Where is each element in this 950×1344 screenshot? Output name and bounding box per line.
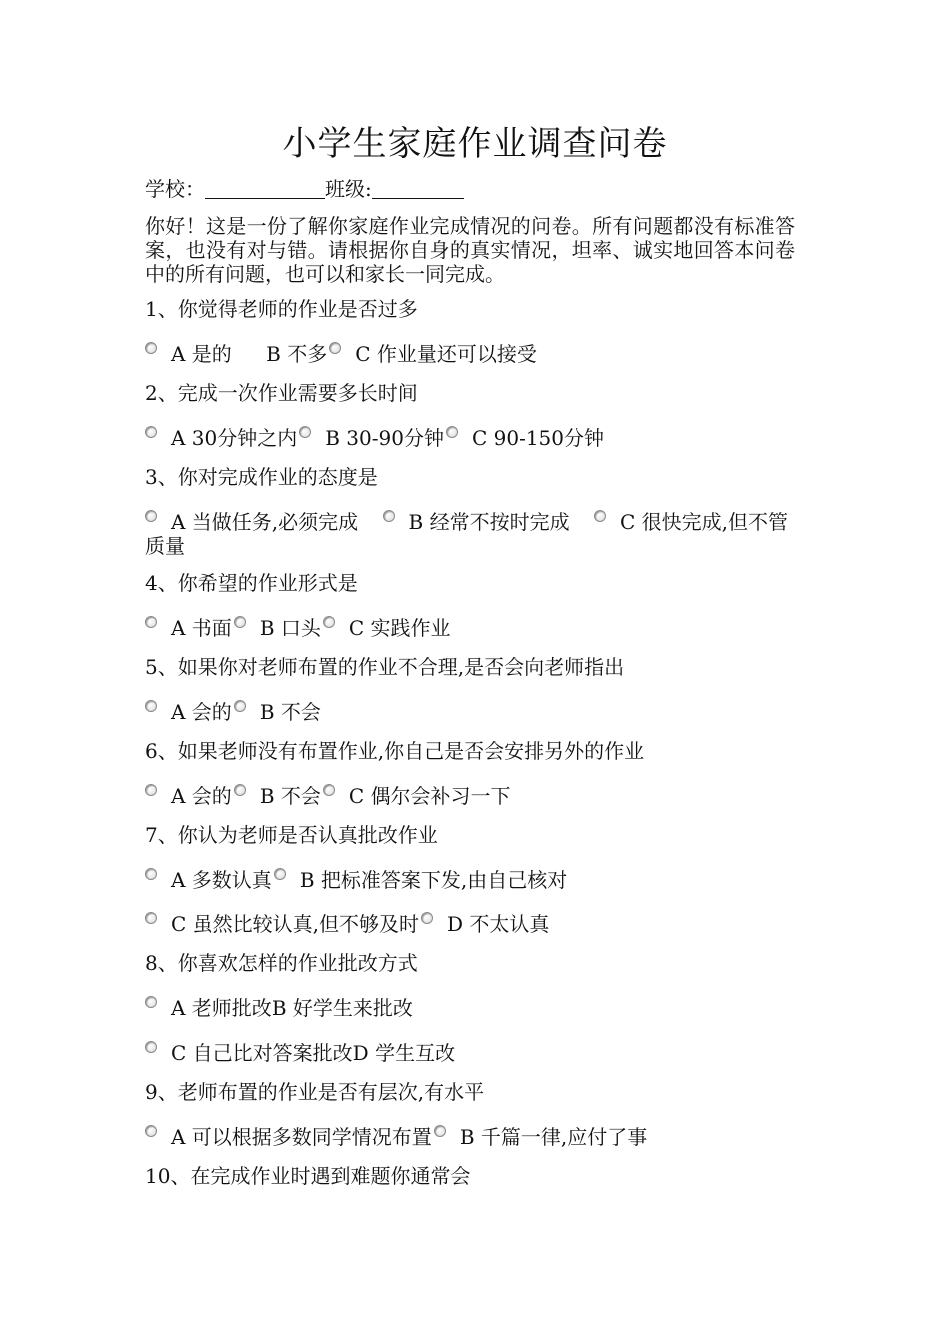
option-q1-b: B 不多: [266, 342, 328, 366]
radio-q5-a[interactable]: [145, 700, 157, 712]
option-q3-a: A 当做任务,必须完成: [171, 510, 359, 534]
radio-q6-b[interactable]: [234, 784, 246, 796]
option-q6-a: A 会的: [171, 784, 232, 808]
question-5: 5、如果你对老师布置的作业不合理,是否会向老师指出: [145, 655, 625, 679]
option-q4-a: A 书面: [171, 616, 232, 640]
radio-q7-a[interactable]: [145, 868, 157, 880]
option-q6-b: B 不会: [259, 784, 321, 808]
school-class-line: [145, 177, 464, 201]
radio-q3-a[interactable]: [145, 510, 157, 522]
option-q1-c: C 作业量还可以接受: [355, 342, 537, 366]
option-q2-c: C 90-150分钟: [471, 426, 605, 450]
option-q5-b: B 不会: [259, 700, 321, 724]
option-q8-a: A 老师批改: [171, 996, 272, 1020]
question-1: 1、你觉得老师的作业是否过多: [145, 297, 418, 321]
options-q6: [145, 784, 511, 808]
options-q8-row1: [145, 996, 413, 1020]
option-q6-c: C 偶尔会补习一下: [348, 784, 511, 808]
options-q2: [145, 426, 604, 450]
option-q1-a: A 是的: [171, 342, 232, 366]
radio-q2-a[interactable]: [145, 426, 157, 438]
question-6: 6、如果老师没有布置作业,你自己是否会安排另外的作业: [145, 739, 645, 763]
options-q3: [145, 510, 800, 558]
radio-q8-a[interactable]: [145, 996, 157, 1008]
radio-q1-a[interactable]: [145, 342, 157, 354]
option-q7-c: C 虽然比较认真,但不够及时: [171, 912, 420, 936]
options-q1: [145, 342, 537, 366]
question-4: 4、你希望的作业形式是: [145, 571, 358, 595]
option-q3-c: C 很快完成,但不管质量: [145, 510, 788, 558]
option-q9-a: A 可以根据多数同学情况布置: [171, 1125, 432, 1149]
question-2: 2、完成一次作业需要多长时间: [145, 381, 418, 405]
option-q4-c: C 实践作业: [348, 616, 451, 640]
radio-q2-b[interactable]: [299, 426, 311, 438]
option-q7-a: A 多数认真: [171, 868, 272, 892]
radio-q7-d[interactable]: [421, 912, 433, 924]
radio-q9-a[interactable]: [145, 1125, 157, 1137]
radio-q6-a[interactable]: [145, 784, 157, 796]
option-q3-b: B 经常不按时完成: [408, 510, 570, 534]
options-q8-row2: [145, 1041, 455, 1065]
options-q9: [145, 1125, 647, 1149]
school-blank[interactable]: [205, 178, 325, 199]
radio-q8-c[interactable]: [145, 1041, 157, 1053]
radio-q7-c[interactable]: [145, 912, 157, 924]
radio-q4-c[interactable]: [323, 616, 335, 628]
option-q2-a: A 30分钟之内: [171, 426, 298, 450]
question-9: 9、老师布置的作业是否有层次,有水平: [145, 1080, 485, 1104]
radio-q1-c[interactable]: [329, 342, 341, 354]
radio-q4-a[interactable]: [145, 616, 157, 628]
option-q8-c: C 自己比对答案批改: [171, 1041, 353, 1065]
school-label: 学校：: [145, 177, 205, 201]
question-8: 8、你喜欢怎样的作业批改方式: [145, 951, 418, 975]
options-q7-row2: [145, 912, 549, 936]
question-3: 3、你对完成作业的态度是: [145, 465, 378, 489]
option-q5-a: A 会的: [171, 700, 232, 724]
radio-q9-b[interactable]: [434, 1125, 446, 1137]
radio-q4-b[interactable]: [234, 616, 246, 628]
radio-q7-b[interactable]: [274, 868, 286, 880]
radio-q2-c[interactable]: [446, 426, 458, 438]
page-title: 小学生家庭作业调查问卷: [282, 124, 668, 164]
option-q9-b: B 千篇一律,应付了事: [459, 1125, 648, 1149]
option-q4-b: B 口头: [259, 616, 321, 640]
class-label: 班级:: [325, 177, 372, 201]
radio-q6-c[interactable]: [323, 784, 335, 796]
options-q7-row1: [145, 868, 567, 892]
intro-paragraph: 你好！这是一份了解你家庭作业完成情况的问卷。所有问题都没有标准答案，也没有对与错。请根据你自身的真实情况，坦率、诚实地回答本问卷中的所有问题，也可以和家长一同完成。: [145, 214, 795, 286]
question-7: 7、你认为老师是否认真批改作业: [145, 823, 438, 847]
question-10: 10、在完成作业时遇到难题你通常会: [145, 1164, 471, 1188]
class-blank[interactable]: [372, 178, 464, 199]
radio-q3-c[interactable]: [594, 510, 606, 522]
radio-q5-b[interactable]: [234, 700, 246, 712]
option-q7-d: D 不太认真: [447, 912, 550, 936]
options-q5: [145, 700, 321, 724]
option-q7-b: B 把标准答案下发,由自己核对: [299, 868, 568, 892]
options-q4: [145, 616, 451, 640]
option-q2-b: B 30-90分钟: [325, 426, 444, 450]
option-q8-d: D 学生互改: [352, 1041, 456, 1065]
option-q8-b: B 好学生来批改: [271, 996, 413, 1020]
radio-q3-b[interactable]: [383, 510, 395, 522]
